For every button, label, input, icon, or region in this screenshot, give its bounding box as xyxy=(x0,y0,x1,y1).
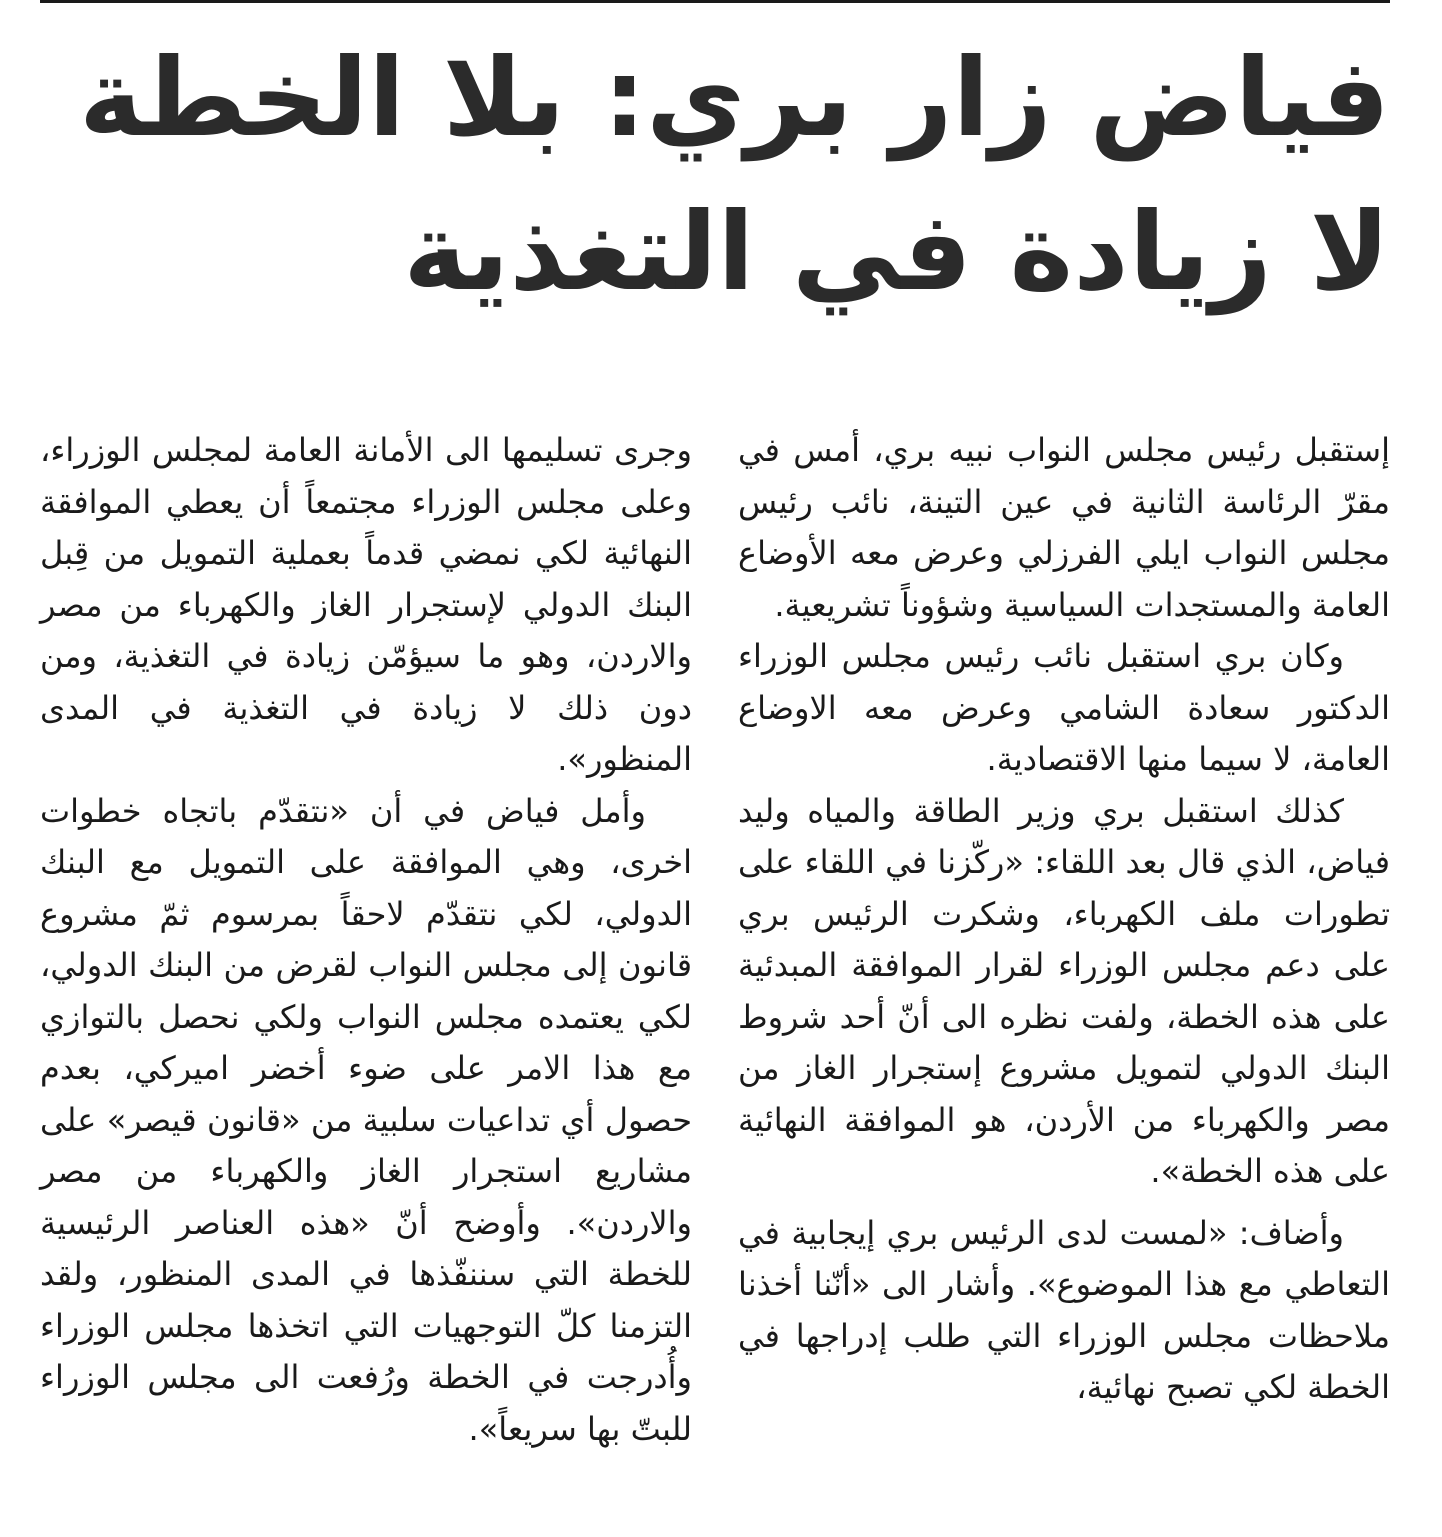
paragraph: إستقبل رئيس مجلس النواب نبيه بري، أمس في مقرّ الرئاسة الثانية في عين التينة، نائب رئيس مجلس النواب ايلي الفرزلي وعرض معه الأوضاع العامة والمستجدات السياسية وشؤوناً تشريعية. xyxy=(738,431,1390,624)
headline-line-1: فياض زار بري: بلا الخطة xyxy=(79,36,1390,161)
paragraph: كذلك استقبل بري وزير الطاقة والمياه وليد فياض، الذي قال بعد اللقاء: «ركّزنا في اللقاء على تطورات ملف الكهرباء، وشكرت الرئيس بري على دعم مجلس الوزراء لقرار الموافقة المبدئية على هذه الخطة، ولفت نظره الى أنّ أحد شروط البنك الدولي لتمويل مشروع إستجرار الغاز من مصر والكهرباء من الأردن، هو الموافقة النهائية على هذه الخطة». xyxy=(738,791,1390,1190)
article-column-right xyxy=(738,425,1390,1414)
article-column-left xyxy=(40,425,692,1455)
headline-line-2: لا زيادة في التغذية xyxy=(403,190,1390,315)
headline xyxy=(50,22,1390,330)
paragraph: وكان بري استقبل نائب رئيس مجلس الوزراء الدكتور سعادة الشامي وعرض معه الاوضاع العامة، لا سيما منها الاقتصادية. xyxy=(738,637,1390,778)
paragraph: وأضاف: «لمست لدى الرئيس بري إيجابية في التعاطي مع هذا الموضوع». وأشار الى «أنّنا أخذنا ملاحظات مجلس الوزراء التي طلب إدراجها في الخطة لكي تصبح نهائية، xyxy=(738,1213,1390,1406)
top-rule xyxy=(40,0,1390,3)
paragraph: وأمل فياض في أن «نتقدّم باتجاه خطوات اخرى، وهي الموافقة على التمويل مع البنك الدولي، لكي نتقدّم لاحقاً بمرسوم ثمّ مشروع قانون إلى مجلس النواب لقرض من البنك الدولي، لكي يعتمده مجلس النواب ولكي نحصل بالتوازي مع هذا الامر على ضوء أخضر اميركي، بعدم حصول أي تداعيات سلبية من «قانون قيصر» على مشاريع استجرار الغاز والكهرباء من مصر والاردن». وأوضح أنّ «هذه العناصر الرئيسية للخطة التي سننفّذها في المدى المنظور، ولقد التزمنا كلّ التوجهيات التي اتخذها مجلس الوزراء وأُدرجت في الخطة ورُفعت الى مجلس الوزراء للبتّ بها سريعاً». xyxy=(40,791,692,1448)
paragraph: وجرى تسليمها الى الأمانة العامة لمجلس الوزراء، وعلى مجلس الوزراء مجتمعاً أن يعطي الموافقة النهائية لكي نمضي قدماً بعملية التمويل من قِبل البنك الدولي لإستجرار الغاز والكهرباء من مصر والاردن، وهو ما سيؤمّن زيادة في التغذية، ومن دون ذلك لا زيادة في التغذية في المدى المنظور». xyxy=(40,431,692,778)
